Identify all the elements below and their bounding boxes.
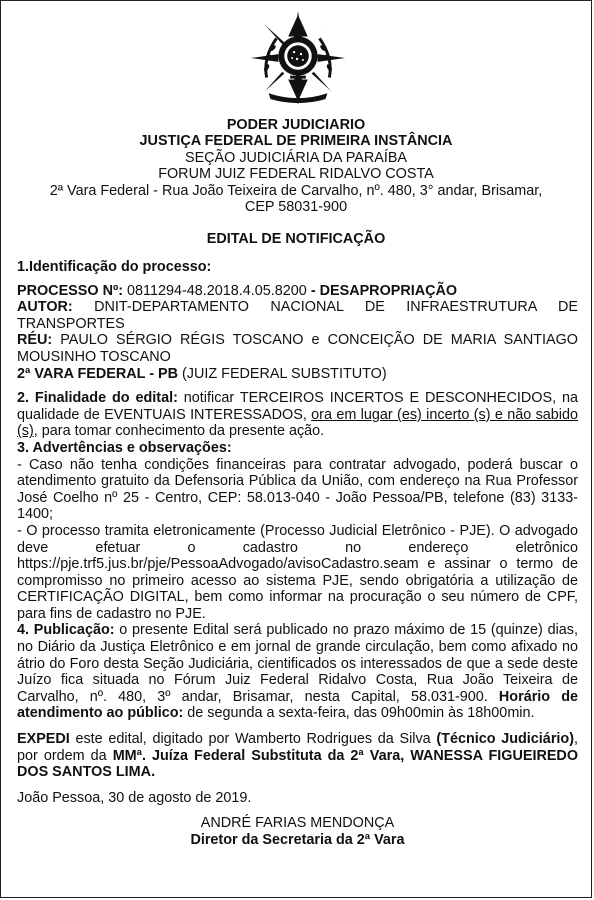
vara-line (17, 366, 578, 383)
processo-line (17, 283, 578, 300)
signature-title: Diretor da Secretaria da 2ª Vara (190, 832, 405, 848)
section-4 (17, 622, 578, 722)
coat-of-arms-icon (249, 9, 347, 107)
expedi-role: (Técnico Judiciário) (436, 731, 574, 748)
section-2-heading: 2. Finalidade do edital: (17, 390, 178, 407)
autor-value: DNIT-DEPARTAMENTO NACIONAL DE INFRAESTRUTURA DE TRANSPORTES (17, 299, 578, 332)
processo-type: - DESAPROPRIAÇÃO (310, 282, 458, 299)
horario-value: de segunda a sexta-feira, das 09h00min às 18h00min. (187, 705, 535, 722)
reu-line (17, 332, 578, 365)
header-line-1: PODER JUDICIARIO (226, 117, 366, 133)
expedi-paragraph (17, 731, 578, 781)
expedi-end: . (151, 764, 156, 781)
section-3-item-1: - Caso não tenha condições financeiras para contratar advogado, poderá buscar o atendimento gratuito da Defensoria Pública da União, com endereço na Rua Professor José Coelho nº 25 - Centro, CEP: 58.013-040 - João Pessoa/PB, telefone (83) 3133-1400; (17, 456, 578, 523)
header-line-2: JUSTIÇA FEDERAL DE PRIMEIRA INSTÂNCIA (139, 133, 453, 150)
reu-value: PAULO SÉRGIO RÉGIS TOSCANO e CONCEIÇÃO DE MARIA SANTIAGO MOUSINHO TOSCANO (17, 332, 578, 365)
section-2-text-a: notificar TERCEIROS INCERTOS E DESCONHECIDOS, na qualidade de EVENTUAIS INTERESSADOS, (17, 390, 579, 423)
expedi-label: EXPEDI (17, 731, 70, 748)
document-body (17, 259, 578, 849)
signature-block (17, 815, 578, 848)
processo-label: PROCESSO Nº: (17, 282, 124, 299)
court-header (17, 117, 575, 215)
signature-name: ANDRÉ FARIAS MENDONÇA (200, 815, 395, 832)
autor-line (17, 299, 578, 332)
section-2-underlined: ora em lugar (es) incerto (s) e não sabido (s) (17, 406, 578, 440)
section-1-heading: 1.Identificação do processo: (17, 259, 212, 275)
header-line-6: CEP 58031-900 (244, 199, 348, 216)
document-title: EDITAL DE NOTIFICAÇÃO (206, 231, 386, 247)
section-3-heading: 3. Advertências e observações: (17, 439, 232, 456)
section-4-heading: 4. Publicação: (17, 622, 115, 639)
vara-label: 2ª VARA FEDERAL - PB (17, 365, 178, 382)
place-date: João Pessoa, 30 de agosto de 2019. (17, 789, 252, 806)
reu-label: RÉU: (17, 332, 53, 349)
horario-label: Horário de atendimento ao público: (17, 688, 579, 722)
header-line-4: FORUM JUIZ FEDERAL RIDALVO COSTA (158, 166, 434, 183)
header-line-3: SEÇÃO JUDICIÁRIA DA PARAÍBA (184, 149, 408, 166)
section-2-text-b: , para tomar conhecimento da presente ação. (33, 423, 325, 440)
expedi-text-b: , por ordem da (17, 731, 578, 764)
section-2 (17, 390, 578, 440)
autor-label: AUTOR: (17, 299, 73, 316)
expedi-judge: MMª. Juíza Federal Substituta da 2ª Vara, WANESSA FIGUEIREDO DOS SANTOS LIMA (17, 747, 579, 781)
section-4-text: o presente Edital será publicado no prazo máximo de 15 (quinze) dias, no Diário da Justiça Eletrônico e em jornal de grande circulação, bem como afixado no átrio do Foro desta Seção Judiciária, cientificados os interessados de que a sede deste Juízo fica situada no Fórum Juiz Federal Ridalvo Costa, Rua João Teixeira de Carvalho, nº. 480, 3º andar, Brisamar, nesta Capital, 58.031-900. (17, 622, 578, 705)
processo-number: 0811294-48.2018.4.05.8200 (127, 282, 307, 299)
expedi-text-a: este edital, digitado por Wamberto Rodrigues da Silva (75, 731, 431, 748)
header-line-5: 2ª Vara Federal - Rua João Teixeira de Carvalho, nº. 480, 3° andar, Brisamar, (49, 182, 543, 199)
vara-value: (JUIZ FEDERAL SUBSTITUTO) (181, 365, 387, 382)
section-3-item-2: - O processo tramita eletronicamente (Processo Judicial Eletrônico - PJE). O advogado deve efetuar o cadastro no endereço eletrônico https://pje.trf5.jus.br/pje/PessoaAdvogado/avisoCadastro.seam e assinar o termo de compromisso no primeiro acesso ao sistema PJE, sendo obrigatória a utilização de CERTIFICAÇÃO DIGITAL, bem como informar na procuração o seu número de CPF, para fins de cadastro no PJE. (17, 522, 578, 622)
